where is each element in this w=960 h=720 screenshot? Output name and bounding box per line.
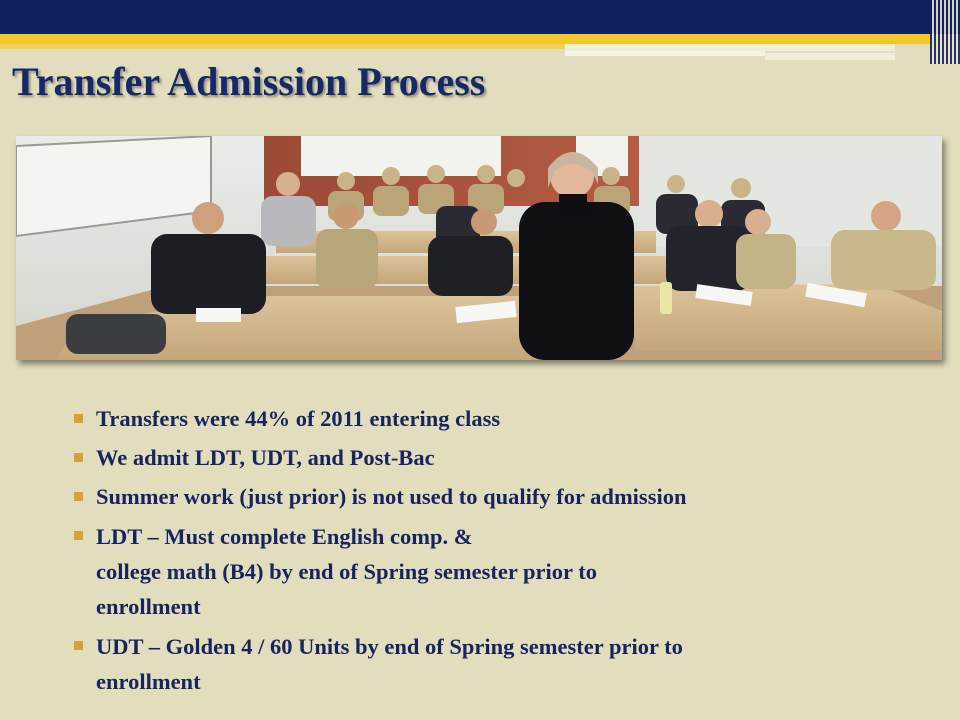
bullet-text: We admit LDT, UDT, and Post-Bac	[96, 445, 435, 470]
bullet-item-admit	[74, 441, 934, 475]
header-stripes	[930, 0, 960, 64]
bullet-list	[74, 402, 934, 704]
slide-title: Transfer Admission Process	[12, 59, 486, 104]
bullet-line: LDT – Must complete English comp. &	[96, 524, 473, 549]
cream-stripe	[565, 51, 765, 56]
square-bullet-icon	[74, 441, 96, 475]
bullet-text	[96, 629, 934, 699]
bullet-text	[96, 519, 934, 624]
bullet-item-ldt	[74, 519, 934, 624]
classroom-photo	[16, 136, 942, 360]
bullet-line: enrollment	[96, 669, 201, 694]
bullet-line: UDT – Golden 4 / 60 Units by end of Spring semester prior to	[96, 634, 683, 659]
cream-stripe	[765, 53, 895, 60]
bullet-item-transfers	[74, 402, 934, 436]
square-bullet-icon	[74, 519, 96, 553]
gold-stripe	[0, 34, 930, 44]
bullet-item-summer-work	[74, 480, 934, 514]
bullet-text: Summer work (just prior) is not used to qualify for admission	[96, 484, 687, 509]
bullet-line: college math (B4) by end of Spring semester prior to	[96, 559, 597, 584]
bullet-line: enrollment	[96, 594, 201, 619]
header-band	[0, 0, 960, 34]
gold-stripe-lower	[0, 44, 565, 49]
square-bullet-icon	[74, 402, 96, 436]
bullet-item-udt	[74, 629, 934, 699]
square-bullet-icon	[74, 629, 96, 663]
bullet-text: Transfers were 44% of 2011 entering class	[96, 406, 501, 431]
cream-stripe	[565, 44, 895, 51]
square-bullet-icon	[74, 480, 96, 514]
